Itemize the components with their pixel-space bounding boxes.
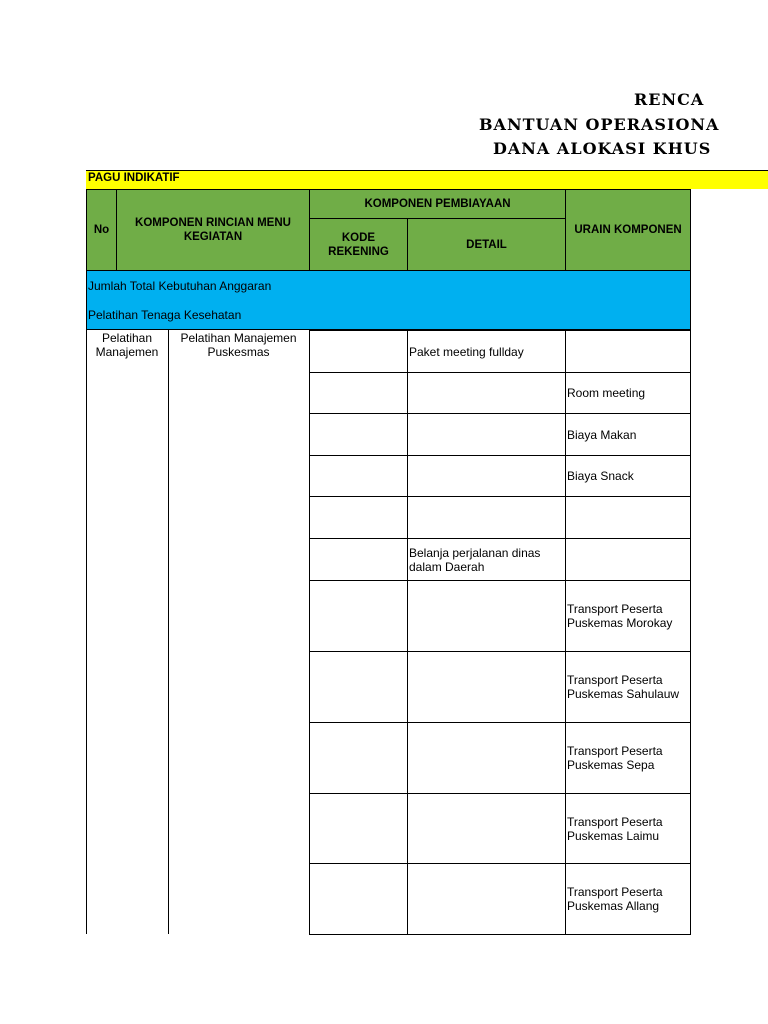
table-cell-urain-text: Biaya Makan [567,427,637,442]
table-cell-kode [309,413,408,456]
table-cell-kode [309,863,408,935]
table-cell-urain [565,496,691,539]
table-cell-urain-text: Transport Peserta Puskemas Sahulauw [567,673,680,701]
document-title-line3: DANA ALOKASI KHUS [493,139,712,158]
table-cell-urain-text: Biaya Snack [567,469,634,483]
header-komponen-pembiayaan-label: KOMPONEN PEMBIAYAAN [364,198,511,210]
table-cell-detail-text: Belanja perjalanan dinas dalam Daerah [409,545,541,574]
table-cell-detail [407,863,566,935]
header-kode-rekening-label: KODE REKENING [328,231,389,258]
table-cell-detail [407,538,566,581]
table-cell-urain [565,372,691,414]
table-cell-urain-text: Room meeting [567,386,646,400]
header-komponen-pembiayaan [309,189,566,219]
header-urain-komponen-label: URAIN KOMPONEN [574,224,682,236]
column-border-no [168,330,169,934]
header-detail [407,218,566,271]
header-komponen-rincian [116,189,310,271]
header-urain-komponen [565,189,691,271]
table-cell-kode [309,722,408,794]
table-cell-detail [407,722,566,794]
document-title-line1: RENCA [634,90,705,109]
table-cell-urain [565,863,691,935]
header-detail-label: DETAIL [466,238,507,251]
table-cell-kode [309,538,408,581]
table-cell-urain-text: Transport Peserta Puskemas Morokay [567,602,673,630]
table-cell-detail [407,455,566,497]
header-komponen-rincian-label: KOMPONEN RINCIAN MENU KEGIATAN [135,217,291,243]
header-kode-rekening [309,218,408,271]
column-border-left [86,330,87,934]
section-total-row [86,271,691,301]
table-cell-urain [565,580,691,652]
table-cell-urain-text: Transport Peserta Puskemas Sepa [567,744,663,772]
table-cell-kode [309,372,408,414]
table-cell-urain-text: Transport Peserta Puskemas Laimu [567,814,663,843]
table-cell-urain [565,793,691,864]
table-cell-detail [407,413,566,456]
table-cell-detail [407,793,566,864]
header-no [86,189,117,271]
pagu-indikatif-bar [86,170,768,189]
table-cell-kode [309,651,408,723]
table-cell-kode [309,496,408,539]
pagu-indikatif-label: PAGU INDIKATIF [88,172,180,184]
table-cell-urain [565,455,691,497]
table-cell-urain [565,330,691,373]
table-cell-urain [565,538,691,581]
section-pelatihan-row [86,300,691,330]
table-cell-kode [309,580,408,652]
table-cell-urain [565,651,691,723]
table-cell-kode [309,793,408,864]
table-cell-urain [565,722,691,794]
document-title-line2: BANTUAN OPERASIONA [479,115,720,134]
table-cell-detail [407,580,566,652]
table-cell-detail [407,330,566,373]
table-cell-detail-text: Paket meeting fullday [409,344,524,359]
table-cell-urain [565,413,691,456]
table-cell-kode [309,330,408,373]
section-pelatihan-label: Pelatihan Tenaga Kesehatan [88,307,242,322]
table-cell-detail [407,651,566,723]
table-cell-detail [407,372,566,414]
section-total-label: Jumlah Total Kebutuhan Anggaran [88,278,272,293]
table-cell-urain-text: Transport Peserta Puskemas Allang [567,885,663,913]
header-no-label: No [93,224,110,236]
table-cell-kode [309,455,408,497]
table-cell-detail [407,496,566,539]
row-group-rincian-text: Pelatihan Manajemen Puskesmas [180,331,297,359]
row-group-no-text: Pelatihan Manajemen [95,331,159,359]
